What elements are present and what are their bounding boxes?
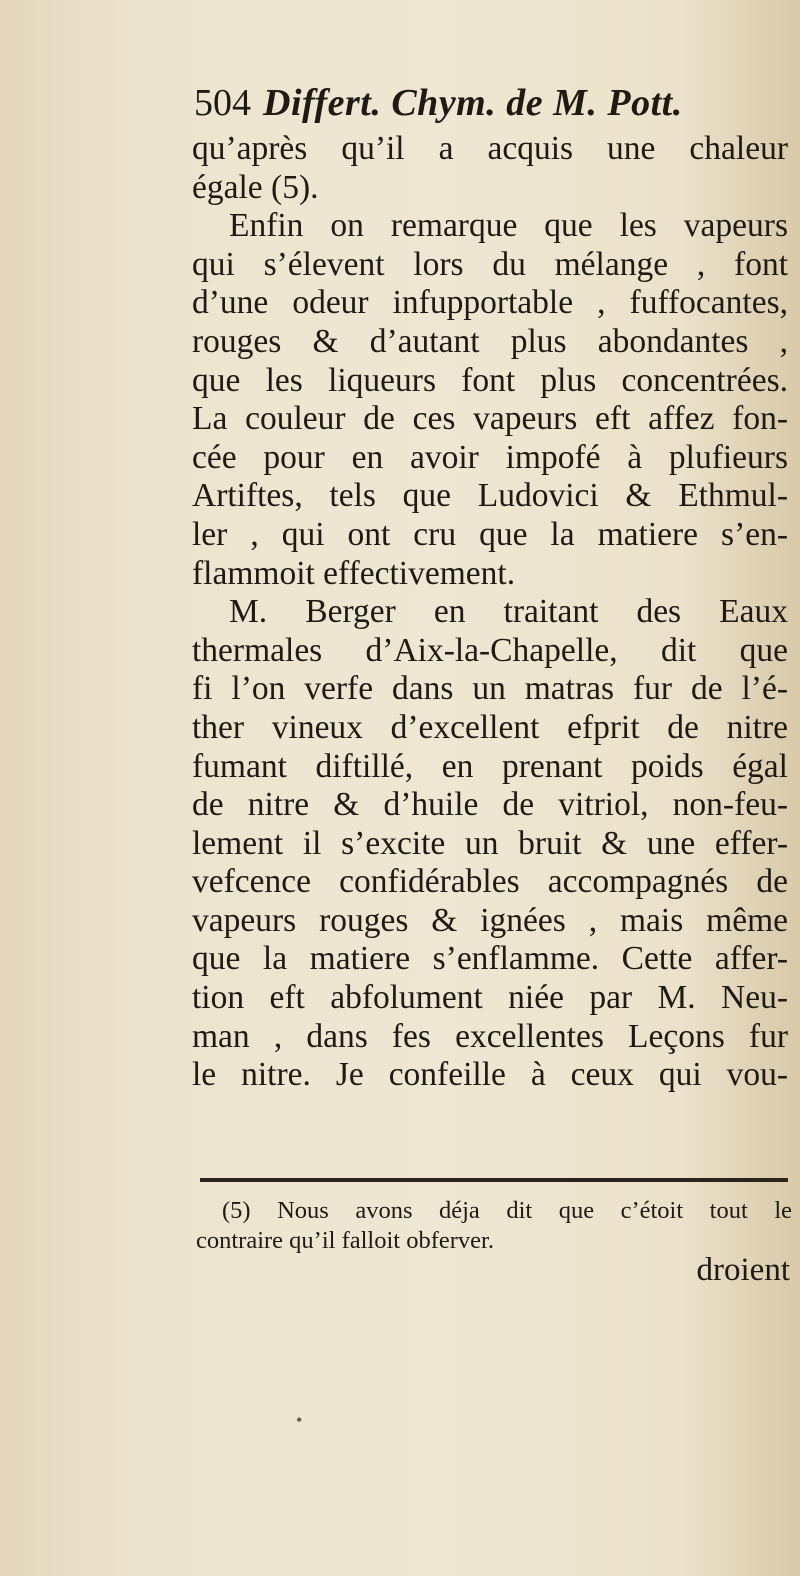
text-line: cée pour en avoir impofé à plufieurs [192,438,788,476]
text-line: qu’après qu’il a acquis une chaleur [192,130,788,167]
text-line: ther vineux d’excellent efprit de nitre [192,708,788,746]
footnote-line: (5) Nous avons déja dit que c’étoit tout le [222,1197,792,1224]
text-line: flammoit effectivement. [192,554,516,592]
text-line: La couleur de ces vapeurs eft affez fon- [192,400,788,438]
text-line: fumant diftillé, en prenant poids égal [192,747,788,785]
body-text [192,130,788,1095]
footnote-line: contraire qu’il falloit obferver. [196,1227,494,1254]
text-line: qui s’élevent lors du mélange , font [192,245,788,283]
text-line: d’une odeur infupportable , fuffocantes, [192,284,788,322]
text-line: M. Berger en traitant des Eaux [229,593,788,631]
text-line: thermales d’Aix-la-Chapelle, dit que [192,631,788,669]
ink-spot-icon: • [296,1410,303,1430]
text-line: man , dans fes excellentes Leçons fur [192,1017,788,1055]
text-line: que la matiere s’enflamme. Cette affer- [192,940,788,978]
text-line: fi l’on verfe dans un matras fur de l’é- [192,670,788,708]
running-header [194,78,784,128]
text-line: Artiftes, tels que Ludovici & Ethmul- [192,477,788,515]
text-line: vapeurs rouges & ignées , mais même [192,901,788,939]
catchword: droient [696,1252,790,1288]
running-title: Differt. Chym. de M. Pott. [263,82,683,124]
text-line: que les liqueurs font plus concentrées. [192,361,788,399]
text-line: tion eft abfolument niée par M. Neu- [192,979,788,1017]
text-line: le nitre. Je confeille à ceux qui vou- [192,1056,788,1094]
text-line: lement il s’excite un bruit & une effer- [192,824,788,862]
text-line: rouges & d’autant plus abondantes , [192,322,788,360]
text-line: de nitre & d’huile de vitriol, non-feu- [192,786,788,824]
text-line: égale (5). [192,168,319,206]
text-line: ler , qui ont cru que la matiere s’en- [192,515,788,553]
text-line: Enfin on remarque que les vapeurs [229,207,788,245]
footnote [196,1196,792,1256]
text-line: vefcence confidérables accompagnés de [192,863,788,901]
footnote-rule [200,1178,788,1182]
page-number: 504 [194,82,251,124]
